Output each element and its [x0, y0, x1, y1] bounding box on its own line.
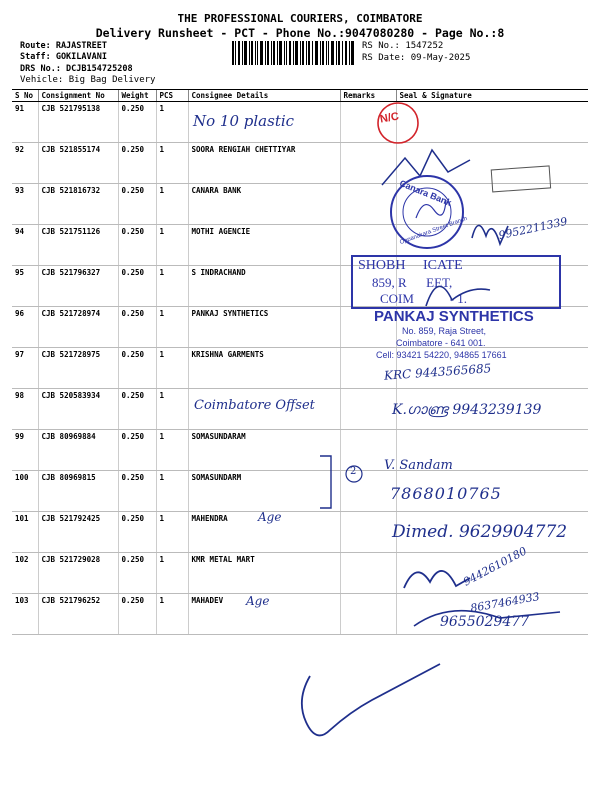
cell-pcs: 1: [156, 143, 188, 184]
cell-consignment: CJB 80969815: [38, 471, 118, 512]
pankaj-stamp-cell: Cell: 93421 54220, 94865 17661: [376, 350, 507, 360]
handwritten-phone-103a: 8637464933: [469, 590, 541, 615]
cell-seal: [396, 143, 588, 184]
sobha-stamp-city: COIM - 1.: [380, 291, 468, 306]
staff-label: Staff: GOKILAVANI: [20, 52, 107, 62]
table-row: [12, 430, 588, 471]
col-consignment: Consignment No: [38, 90, 118, 102]
cell-weight: 0.250: [118, 553, 156, 594]
runsheet-table: [12, 89, 588, 635]
cell-consignment: CJB 80969884: [38, 430, 118, 471]
col-sno: S No: [12, 90, 38, 102]
cell-remarks: [340, 512, 396, 553]
cell-weight: 0.250: [118, 348, 156, 389]
cell-remarks: [340, 594, 396, 635]
bottom-signature: [302, 664, 440, 735]
handwritten-consignee-91: No 10 plastic: [193, 112, 295, 130]
table-row: [12, 184, 588, 225]
cell-consignment: CJB 521816732: [38, 184, 118, 225]
col-seal-signature: Seal & Signature: [396, 90, 588, 102]
circled-mark: 2: [350, 466, 357, 477]
cell-weight: 0.250: [118, 594, 156, 635]
cell-consignment: CJB 521729028: [38, 553, 118, 594]
handwritten-phone-102: 9442610180: [461, 544, 529, 589]
cell-sno: 101: [12, 512, 38, 553]
cell-consignee: SOMASUNDARAM: [188, 430, 340, 471]
cell-consignment: CJB 520583934: [38, 389, 118, 430]
drs-label: DRS No.: DCJB154725208: [20, 64, 133, 74]
cell-remarks: [340, 389, 396, 430]
cell-pcs: 1: [156, 307, 188, 348]
cell-weight: 0.250: [118, 430, 156, 471]
cell-pcs: 1: [156, 348, 188, 389]
company-title: THE PROFESSIONAL COURIERS, COIMBATORE: [177, 12, 423, 25]
cell-sno: 100: [12, 471, 38, 512]
cell-consignment: CJB 521728974: [38, 307, 118, 348]
cell-sno: 99: [12, 430, 38, 471]
handwritten-phone-94: 9952211339: [497, 214, 569, 243]
cell-weight: 0.250: [118, 389, 156, 430]
handwritten-sign-101: Dimed. 9629904772: [392, 522, 568, 542]
handwritten-phone-103b: 9655029477: [440, 614, 530, 630]
col-remarks: Remarks: [340, 90, 396, 102]
cell-consignment: CJB 521855174: [38, 143, 118, 184]
cell-weight: 0.250: [118, 184, 156, 225]
handwritten-sign-99: V. Sandam: [384, 458, 453, 473]
canara-stamp-sub: Oppanakara Street Branch: [399, 215, 469, 247]
cell-remarks: [340, 184, 396, 225]
canara-stamp-name: Canara Bank: [398, 178, 453, 208]
table-row: [12, 102, 588, 143]
cell-consignee: KMR METAL MART: [188, 553, 340, 594]
pankaj-stamp-name: PANKAJ SYNTHETICS: [374, 308, 534, 325]
table-row: [12, 266, 588, 307]
cell-pcs: 1: [156, 266, 188, 307]
cell-pcs: 1: [156, 389, 188, 430]
cell-pcs: 1: [156, 471, 188, 512]
rs-date: RS Date: 09-May-2025: [362, 53, 471, 63]
handwritten-sign-100: 7868010765: [390, 484, 502, 503]
cell-remarks: [340, 471, 396, 512]
cell-consignee: SOMASUNDARM: [188, 471, 340, 512]
cell-remarks: [340, 143, 396, 184]
col-consignee: Consignee Details: [188, 90, 340, 102]
cell-consignment: CJB 521792425: [38, 512, 118, 553]
table-row: [12, 143, 588, 184]
pankaj-stamp-address: No. 859, Raja Street,: [402, 326, 487, 336]
cell-weight: 0.250: [118, 102, 156, 143]
cell-weight: 0.250: [118, 143, 156, 184]
handwritten-sign-97: KRC 9443565685: [383, 361, 492, 383]
cell-consignee: KRISHNA GARMENTS: [188, 348, 340, 389]
cell-seal: [396, 102, 588, 143]
cell-pcs: 1: [156, 594, 188, 635]
cell-pcs: 1: [156, 102, 188, 143]
sobha-stamp-address: 859, R EET,: [372, 275, 453, 290]
cell-sno: 93: [12, 184, 38, 225]
cell-sno: 96: [12, 307, 38, 348]
route-label: Route: RAJASTREET: [20, 41, 107, 51]
cell-consignee: PANKAJ SYNTHETICS: [188, 307, 340, 348]
col-weight: Weight: [118, 90, 156, 102]
cell-weight: 0.250: [118, 512, 156, 553]
runsheet-subtitle: Delivery Runsheet - PCT - Phone No.:9047080280 - Page No.:8: [95, 26, 505, 40]
cell-sno: 97: [12, 348, 38, 389]
pankaj-stamp-city: Coimbatore - 641 001.: [396, 338, 486, 348]
cell-consignment: CJB 521728975: [38, 348, 118, 389]
cell-consignment: CJB 521796252: [38, 594, 118, 635]
cell-consignment: CJB 521796327: [38, 266, 118, 307]
cell-pcs: 1: [156, 184, 188, 225]
cell-pcs: 1: [156, 512, 188, 553]
cell-sno: 92: [12, 143, 38, 184]
cell-pcs: 1: [156, 553, 188, 594]
cell-pcs: 1: [156, 430, 188, 471]
vehicle-label: Vehicle: Big Bag Delivery: [20, 75, 156, 85]
rs-number: RS No.: 1547252: [362, 41, 444, 51]
cell-weight: 0.250: [118, 266, 156, 307]
cell-consignee: MAHADEV: [188, 594, 340, 635]
cell-consignee: CANARA BANK: [188, 184, 340, 225]
cell-sno: 98: [12, 389, 38, 430]
handwritten-note-103: Age: [246, 594, 270, 608]
handwritten-note-101: Age: [258, 510, 282, 524]
cell-consignee: MOTHI AGENCIE: [188, 225, 340, 266]
red-stamp-text: N/C: [379, 110, 400, 126]
table-header-row: [12, 90, 588, 102]
col-pcs: PCS: [156, 90, 188, 102]
cell-weight: 0.250: [118, 471, 156, 512]
sobha-stamp-name: SHOBH ICATE: [358, 258, 463, 273]
cell-pcs: 1: [156, 225, 188, 266]
cell-sno: 95: [12, 266, 38, 307]
cell-consignment: CJB 521751126: [38, 225, 118, 266]
cell-sno: 91: [12, 102, 38, 143]
cell-weight: 0.250: [118, 225, 156, 266]
barcode: [232, 41, 354, 65]
cell-consignee: SOORA RENGIAH CHETTIYAR: [188, 143, 340, 184]
cell-sno: 102: [12, 553, 38, 594]
cell-weight: 0.250: [118, 307, 156, 348]
cell-remarks: [340, 553, 396, 594]
handwritten-consignee-98: Coimbatore Offset: [194, 398, 315, 413]
cell-consignment: CJB 521795138: [38, 102, 118, 143]
handwritten-sign-98: K.ഗാണ്ട്ര 9943239139: [392, 402, 542, 418]
cell-sno: 103: [12, 594, 38, 635]
cell-consignee: S INDRACHAND: [188, 266, 340, 307]
cell-consignee: MAHENDRA: [188, 512, 340, 553]
cell-sno: 94: [12, 225, 38, 266]
